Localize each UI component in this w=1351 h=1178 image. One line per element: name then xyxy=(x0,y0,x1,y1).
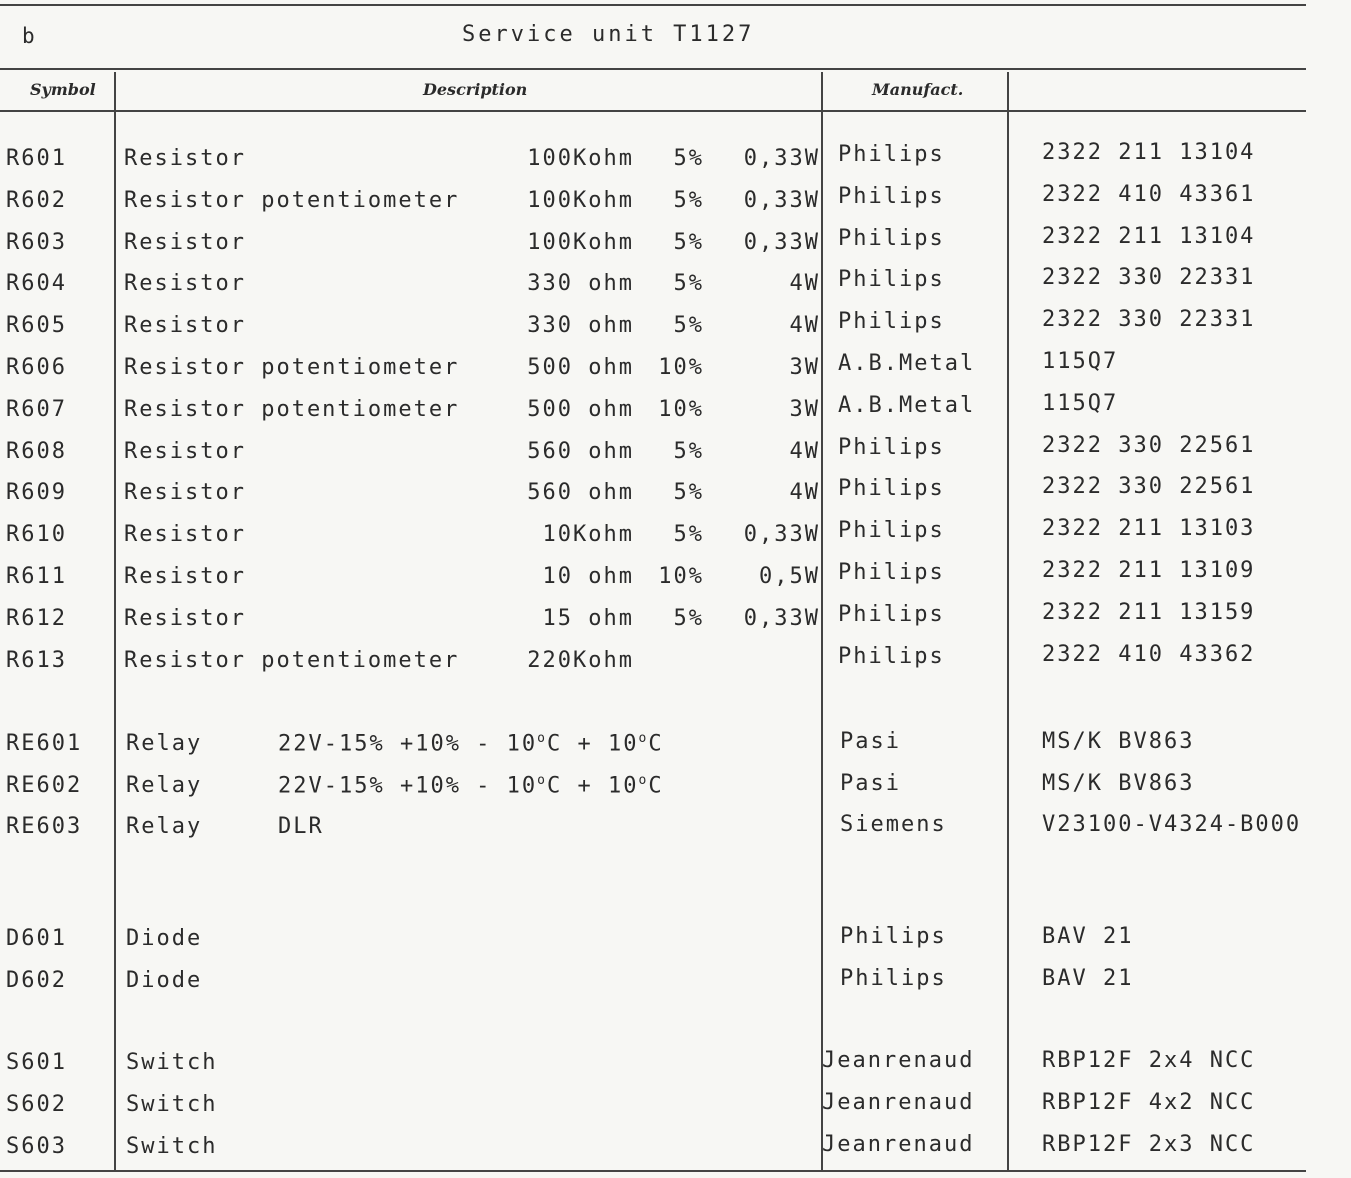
degree-mark: o xyxy=(537,731,547,746)
row-part-number: 2322 330 22331 xyxy=(1042,307,1256,332)
row-power: 0,33W xyxy=(743,230,820,255)
row-manufacturer: Philips xyxy=(838,226,945,251)
row-description: Resistor potentiometer xyxy=(124,397,460,422)
row-description: Resistor xyxy=(124,230,246,255)
row-part-number: 2322 211 13104 xyxy=(1042,140,1256,165)
row-manufacturer: Jeanrenaud xyxy=(822,1090,975,1115)
row-symbol: RE601 xyxy=(6,731,83,756)
col-divider-1 xyxy=(114,72,116,1172)
header-bottom-rule xyxy=(0,110,1306,112)
row-part-number: 2322 211 13103 xyxy=(1042,516,1256,541)
page-title: Service unit T1127 xyxy=(462,22,755,47)
header-top-rule xyxy=(0,68,1306,70)
row-part-number: 2322 211 13104 xyxy=(1042,224,1256,249)
row-value: 10 ohm xyxy=(542,564,634,589)
row-power: 4W xyxy=(789,313,820,338)
row-symbol: R603 xyxy=(6,230,67,255)
row-symbol: S601 xyxy=(6,1050,67,1075)
row-value: 560 ohm xyxy=(527,439,634,464)
row-value: 220Kohm xyxy=(527,648,634,673)
row-manufacturer: Philips xyxy=(838,560,945,585)
row-description: Resistor xyxy=(124,439,246,464)
row-value: 560 ohm xyxy=(527,480,634,505)
row-symbol: S603 xyxy=(6,1134,67,1159)
row-value: 15 ohm xyxy=(542,606,634,631)
row-part-number: V23100-V4324-B000 xyxy=(1042,812,1302,837)
row-description: Resistor xyxy=(124,480,246,505)
row-value: 100Kohm xyxy=(527,230,634,255)
col-divider-3 xyxy=(1007,72,1009,1172)
top-rule xyxy=(0,4,1306,6)
row-power: 0,33W xyxy=(743,522,820,547)
row-symbol: R602 xyxy=(6,188,67,213)
row-part-number: 115Q7 xyxy=(1042,391,1119,416)
row-power: 4W xyxy=(789,480,820,505)
row-power: 4W xyxy=(789,271,820,296)
row-manufacturer: Philips xyxy=(838,644,945,669)
row-symbol: RE603 xyxy=(6,814,83,839)
row-description: Resistor xyxy=(124,146,246,171)
table-bottom-rule xyxy=(0,1170,1306,1172)
row-manufacturer: Pasi xyxy=(840,771,901,796)
row-part-number: 115Q7 xyxy=(1042,349,1119,374)
row-description: Resistor xyxy=(124,606,246,631)
row-power: 0,33W xyxy=(743,188,820,213)
spec-text: C + 10 xyxy=(547,773,639,799)
row-symbol: R601 xyxy=(6,146,67,171)
row-symbol: R605 xyxy=(6,313,67,338)
row-description: Resistor xyxy=(124,522,246,547)
row-manufacturer: Philips xyxy=(838,476,945,501)
row-value: 100Kohm xyxy=(527,146,634,171)
row-symbol: S602 xyxy=(6,1092,67,1117)
row-manufacturer: Siemens xyxy=(840,812,947,837)
row-manufacturer: A.B.Metal xyxy=(838,393,976,418)
row-symbol: RE602 xyxy=(6,773,83,798)
row-manufacturer: Pasi xyxy=(840,729,901,754)
row-power: 0,33W xyxy=(743,146,820,171)
row-description: Resistor xyxy=(124,564,246,589)
row-manufacturer: Philips xyxy=(838,518,945,543)
row-manufacturer: Philips xyxy=(838,602,945,627)
row-description: Relay xyxy=(126,731,203,756)
row-description: Resistor potentiometer xyxy=(124,355,460,380)
row-part-number: 2322 211 13159 xyxy=(1042,600,1256,625)
row-symbol: R608 xyxy=(6,439,67,464)
col-header-symbol: Symbol xyxy=(30,80,96,99)
spec-text: DLR xyxy=(278,814,324,839)
row-manufacturer: Philips xyxy=(840,924,947,949)
row-description: Resistor potentiometer xyxy=(124,648,460,673)
row-part-number: 2322 330 22561 xyxy=(1042,474,1256,499)
row-symbol: R610 xyxy=(6,522,67,547)
row-value: 330 ohm xyxy=(527,313,634,338)
row-part-number: MS/K BV863 xyxy=(1042,771,1195,796)
row-value: 10Kohm xyxy=(542,522,634,547)
degree-mark: o xyxy=(537,773,547,788)
row-symbol: R609 xyxy=(6,480,67,505)
row-value: 500 ohm xyxy=(527,397,634,422)
col-header-description: Description xyxy=(423,80,528,99)
row-tolerance: 10% xyxy=(658,397,704,422)
row-value: 500 ohm xyxy=(527,355,634,380)
row-tolerance: 5% xyxy=(673,271,704,296)
row-description: Relay xyxy=(126,773,203,798)
row-tolerance: 10% xyxy=(658,355,704,380)
section-letter: b xyxy=(22,24,37,48)
row-description: Switch xyxy=(126,1092,218,1117)
row-value: 100Kohm xyxy=(527,188,634,213)
row-symbol: R612 xyxy=(6,606,67,631)
row-part-number: RBP12F 2x3 NCC xyxy=(1042,1132,1256,1157)
row-manufacturer: Philips xyxy=(840,966,947,991)
row-spec xyxy=(278,731,664,756)
row-part-number: BAV 21 xyxy=(1042,966,1134,991)
row-manufacturer: Philips xyxy=(838,142,945,167)
row-symbol: D601 xyxy=(6,926,67,951)
row-symbol: R613 xyxy=(6,648,67,673)
row-symbol: R611 xyxy=(6,564,67,589)
row-manufacturer: Philips xyxy=(838,184,945,209)
row-symbol: R606 xyxy=(6,355,67,380)
row-description: Relay xyxy=(126,814,203,839)
row-part-number: 2322 330 22331 xyxy=(1042,265,1256,290)
row-power: 0,33W xyxy=(743,606,820,631)
row-description: Resistor xyxy=(124,271,246,296)
row-manufacturer: Philips xyxy=(838,267,945,292)
row-power: 0,5W xyxy=(759,564,820,589)
row-part-number: RBP12F 4x2 NCC xyxy=(1042,1090,1256,1115)
row-description: Diode xyxy=(126,926,203,951)
row-power: 3W xyxy=(789,397,820,422)
spec-text: 22V-15% +10% - 10 xyxy=(278,731,538,757)
row-part-number: MS/K BV863 xyxy=(1042,729,1195,754)
row-tolerance: 5% xyxy=(673,439,704,464)
row-manufacturer: Philips xyxy=(838,435,945,460)
row-tolerance: 5% xyxy=(673,313,704,338)
row-tolerance: 5% xyxy=(673,188,704,213)
row-part-number: 2322 410 43362 xyxy=(1042,642,1256,667)
row-manufacturer: A.B.Metal xyxy=(838,351,976,376)
spec-text: 22V-15% +10% - 10 xyxy=(278,773,538,799)
row-part-number: 2322 410 43361 xyxy=(1042,182,1256,207)
col-divider-2 xyxy=(821,72,823,1172)
row-description: Switch xyxy=(126,1050,218,1075)
spec-text: C + 10 xyxy=(547,731,639,757)
row-symbol: R607 xyxy=(6,397,67,422)
spec-text: C xyxy=(648,731,664,757)
degree-mark: o xyxy=(638,773,649,788)
row-part-number: BAV 21 xyxy=(1042,924,1134,949)
row-tolerance: 5% xyxy=(673,480,704,505)
row-symbol: D602 xyxy=(6,968,67,993)
row-description: Resistor xyxy=(124,313,246,338)
row-power: 4W xyxy=(789,439,820,464)
row-part-number: RBP12F 2x4 NCC xyxy=(1042,1048,1256,1073)
row-part-number: 2322 330 22561 xyxy=(1042,433,1256,458)
row-tolerance: 10% xyxy=(658,564,704,589)
row-tolerance: 5% xyxy=(673,522,704,547)
row-manufacturer: Jeanrenaud xyxy=(822,1132,975,1157)
row-description: Resistor potentiometer xyxy=(124,188,460,213)
col-header-manufacturer: Manufact. xyxy=(872,80,964,99)
row-part-number: 2322 211 13109 xyxy=(1042,558,1256,583)
degree-mark: o xyxy=(638,731,649,746)
row-manufacturer: Jeanrenaud xyxy=(822,1048,975,1073)
row-description: Diode xyxy=(126,968,203,993)
row-symbol: R604 xyxy=(6,271,67,296)
spec-text: C xyxy=(648,773,664,799)
row-value: 330 ohm xyxy=(527,271,634,296)
row-manufacturer: Philips xyxy=(838,309,945,334)
row-spec xyxy=(278,814,324,839)
row-tolerance: 5% xyxy=(673,146,704,171)
row-tolerance: 5% xyxy=(673,230,704,255)
row-spec xyxy=(278,773,664,798)
row-tolerance: 5% xyxy=(673,606,704,631)
row-description: Switch xyxy=(126,1134,218,1159)
row-power: 3W xyxy=(789,355,820,380)
